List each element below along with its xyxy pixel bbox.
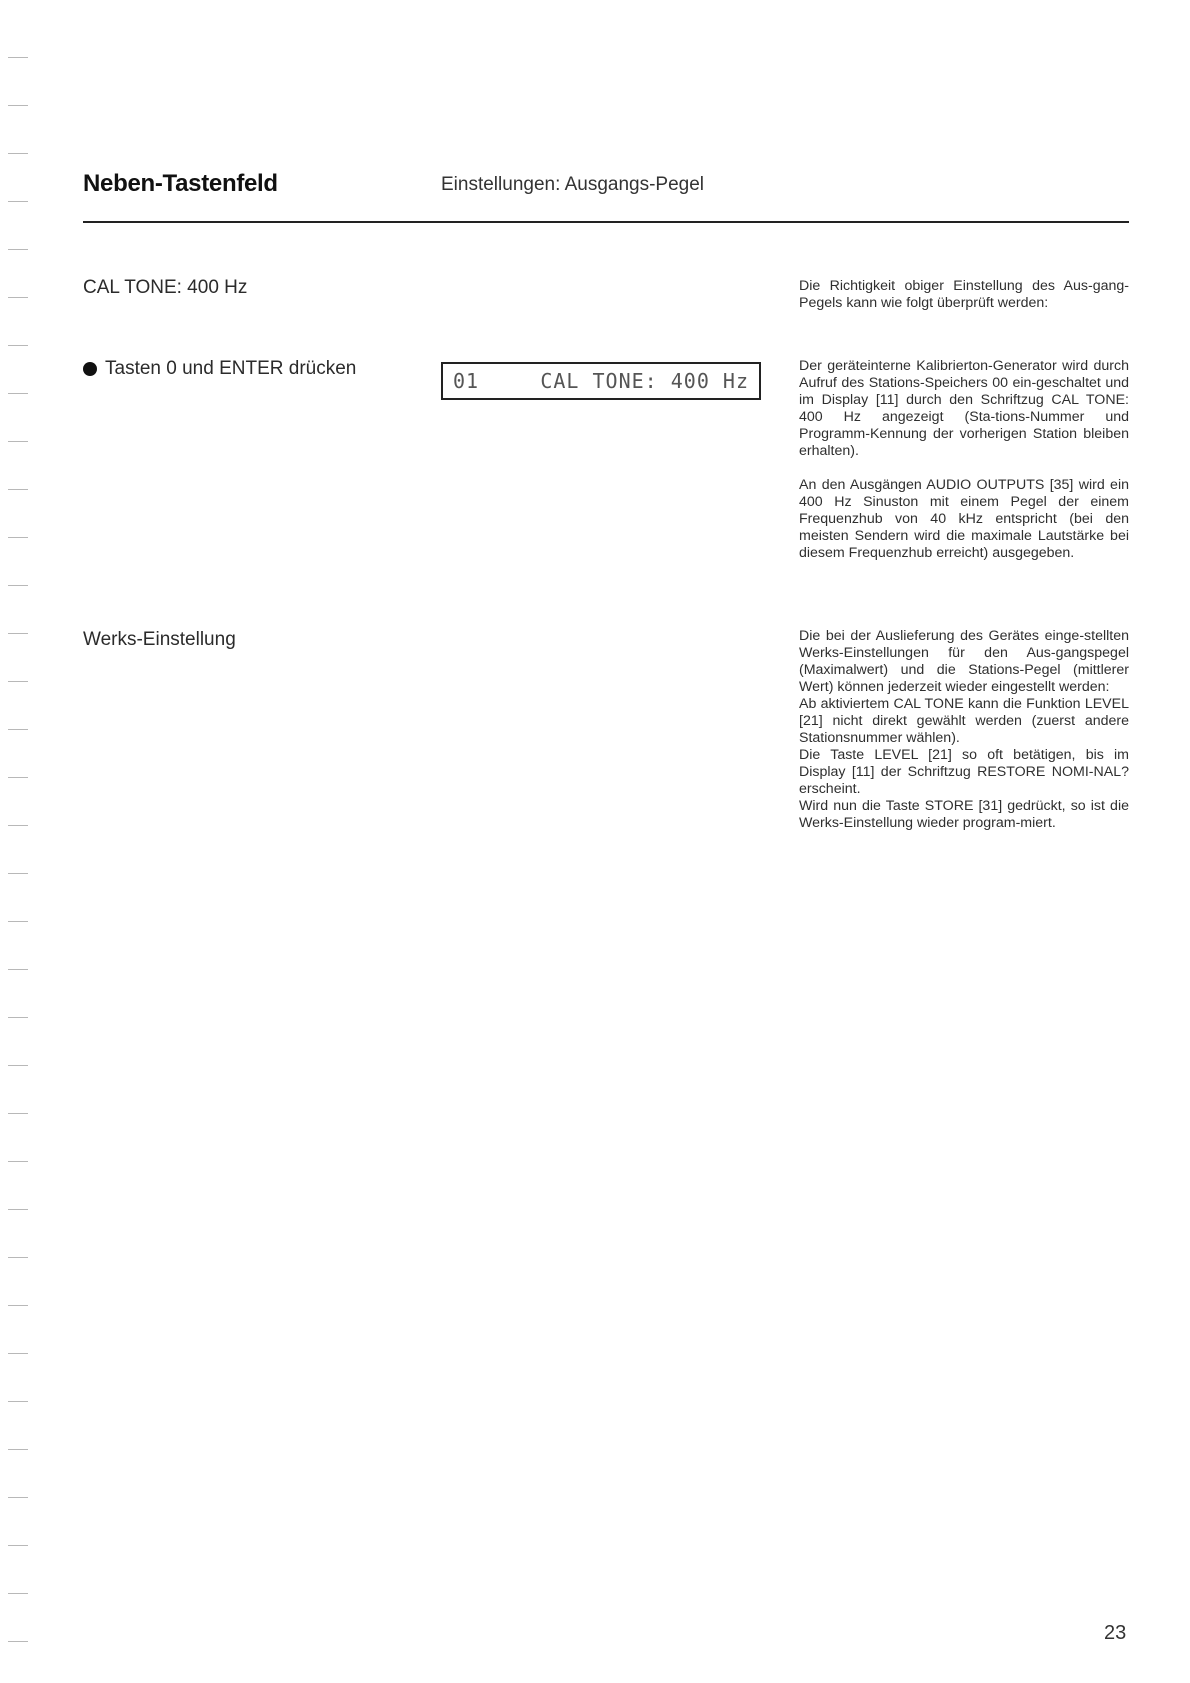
header-divider bbox=[83, 221, 1129, 223]
binding-margin-marks bbox=[8, 0, 32, 1683]
step-description-paragraph-1: Der geräteinterne Kalibrierton-Generator wird durch Aufruf des Stations-Speichers 00 ein-geschaltet und im Display [11] durch den Schriftzug CAL TONE: 400 Hz angezeigt (Sta-tions-Nummer und Programm-Kennung der vorherigen Station bleiben erhalten). bbox=[799, 358, 1129, 459]
margin-tick bbox=[8, 393, 28, 394]
margin-tick bbox=[8, 873, 28, 874]
margin-tick bbox=[8, 1641, 28, 1642]
margin-tick bbox=[8, 921, 28, 922]
margin-tick bbox=[8, 777, 28, 778]
margin-tick bbox=[8, 297, 28, 298]
margin-tick bbox=[8, 729, 28, 730]
step-instruction bbox=[83, 358, 356, 380]
margin-tick bbox=[8, 1545, 28, 1546]
lcd-display-text: CAL TONE: 400 Hz bbox=[540, 369, 749, 393]
margin-tick bbox=[8, 105, 28, 106]
margin-tick bbox=[8, 1593, 28, 1594]
factory-settings-paragraph bbox=[799, 628, 1129, 832]
margin-tick bbox=[8, 1161, 28, 1162]
factory-settings-line: Die Taste LEVEL [21] so oft betätigen, bis im Display [11] der Schriftzug RESTORE NOMI-NAL? erscheint. bbox=[799, 747, 1129, 797]
margin-tick bbox=[8, 585, 28, 586]
step-label: Tasten 0 und ENTER drücken bbox=[105, 358, 357, 379]
margin-tick bbox=[8, 681, 28, 682]
page-number: 23 bbox=[1104, 1622, 1127, 1644]
lcd-display bbox=[441, 362, 761, 400]
margin-tick bbox=[8, 1449, 28, 1450]
margin-tick bbox=[8, 1401, 28, 1402]
margin-tick bbox=[8, 1017, 28, 1018]
margin-tick bbox=[8, 1113, 28, 1114]
bullet-icon bbox=[83, 362, 97, 376]
margin-tick bbox=[8, 489, 28, 490]
margin-tick bbox=[8, 1305, 28, 1306]
margin-tick bbox=[8, 249, 28, 250]
margin-tick bbox=[8, 633, 28, 634]
margin-tick bbox=[8, 1209, 28, 1210]
margin-tick bbox=[8, 201, 28, 202]
factory-settings-line: Ab aktiviertem CAL TONE kann die Funktion LEVEL [21] nicht direkt gewählt werden (zuerst andere Stationsnummer wählen). bbox=[799, 696, 1129, 746]
lcd-station-number: 01 bbox=[453, 369, 480, 393]
cal-tone-intro-paragraph: Die Richtigkeit obiger Einstellung des Aus-gang-Pegels kann wie folgt überprüft werden: bbox=[799, 278, 1129, 311]
margin-tick bbox=[8, 1065, 28, 1066]
page-subtitle: Einstellungen: Ausgangs-Pegel bbox=[441, 174, 705, 195]
margin-tick bbox=[8, 969, 28, 970]
margin-tick bbox=[8, 1497, 28, 1498]
margin-tick bbox=[8, 153, 28, 154]
margin-tick bbox=[8, 57, 28, 58]
page-title: Neben-Tastenfeld bbox=[83, 170, 278, 197]
section-label-factory-settings: Werks-Einstellung bbox=[83, 629, 236, 650]
margin-tick bbox=[8, 537, 28, 538]
margin-tick bbox=[8, 825, 28, 826]
margin-tick bbox=[8, 1257, 28, 1258]
margin-tick bbox=[8, 441, 28, 442]
factory-settings-line: Die bei der Auslieferung des Gerätes einge-stellten Werks-Einstellungen für den Aus-gangspegel (Maximalwert) und die Stations-Pegel (mittlerer Wert) können jederzeit wieder eingestellt werden: bbox=[799, 628, 1129, 695]
step-description-paragraph-2: An den Ausgängen AUDIO OUTPUTS [35] wird ein 400 Hz Sinuston mit einem Pegel der einem Frequenzhub von 40 kHz entspricht (bei den meisten Sendern wird die maximale Lautstärke bei diesem Frequenzhub erreicht) ausgegeben. bbox=[799, 477, 1129, 561]
margin-tick bbox=[8, 1353, 28, 1354]
section-label-cal-tone: CAL TONE: 400 Hz bbox=[83, 277, 248, 298]
factory-settings-line: Wird nun die Taste STORE [31] gedrückt, so ist die Werks-Einstellung wieder program-miert. bbox=[799, 798, 1129, 831]
margin-tick bbox=[8, 345, 28, 346]
